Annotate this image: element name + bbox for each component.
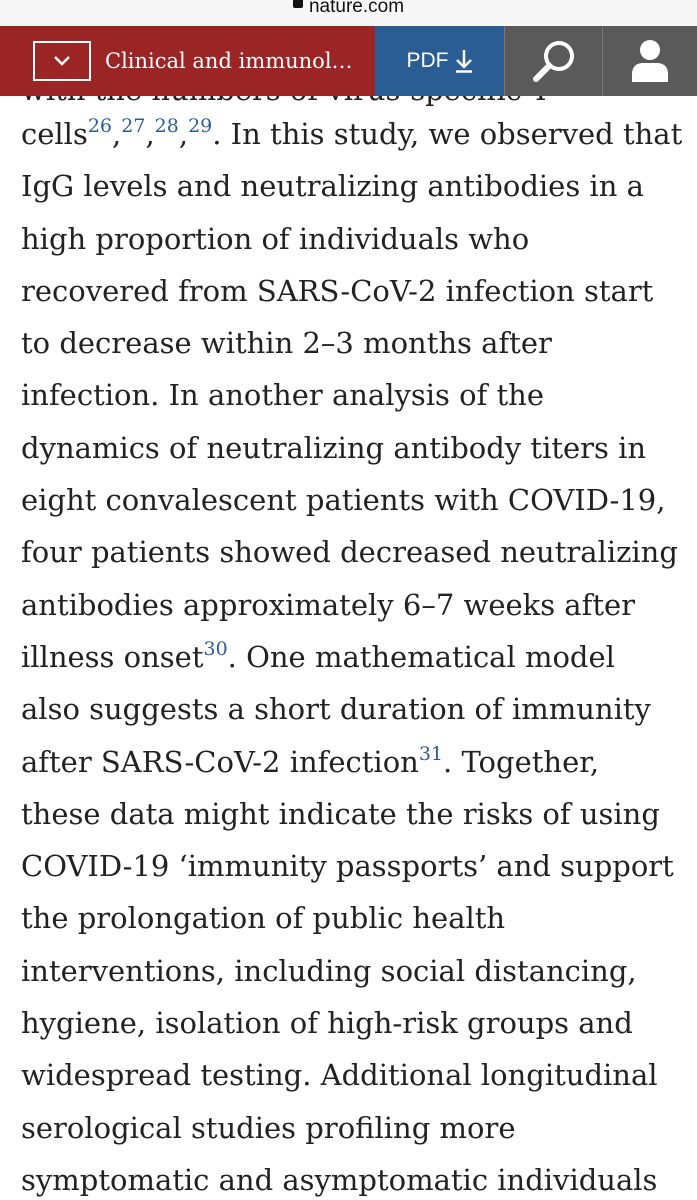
article-line <box>21 788 681 840</box>
pdf-label: PDF <box>406 49 449 72</box>
article-title[interactable]: Clinical and immunol… <box>105 49 353 73</box>
article-text: IgG levels and neutralizing antibodies in a <box>21 169 644 204</box>
article-text: interventions, including social distancing, <box>21 953 637 988</box>
article-text: infection. In another analysis of the <box>21 378 545 413</box>
article-text: . Together, <box>443 744 600 779</box>
article-line <box>21 422 681 474</box>
user-account-button[interactable] <box>602 26 697 96</box>
article-line <box>21 1154 681 1200</box>
article-line <box>21 945 681 997</box>
article-text: illness onset <box>21 639 204 674</box>
download-arrow-icon <box>455 49 473 73</box>
article-text: high proportion of individuals who <box>21 221 530 256</box>
browser-status-bar <box>0 0 697 26</box>
article-text: COVID-19 ‘immunity passports’ and support <box>21 849 674 884</box>
article-line <box>21 108 681 160</box>
article-text: to decrease within 2–3 months after <box>21 326 552 361</box>
article-text: hygiene, isolation of high-risk groups and <box>21 1006 633 1041</box>
reference-link-31[interactable]: 31 <box>418 742 444 765</box>
article-line <box>21 526 681 578</box>
article-text: antibodies approximately 6–7 weeks after <box>21 587 636 622</box>
article-line <box>21 474 681 526</box>
article-line <box>21 892 681 944</box>
lock-icon <box>293 0 303 8</box>
article-text: , <box>145 117 155 151</box>
article-title-bar <box>0 26 375 96</box>
article-text: . One mathematical model <box>227 639 615 674</box>
article-line <box>21 840 681 892</box>
domain-label: nature.com <box>308 0 405 17</box>
article-line <box>21 317 681 369</box>
article-text: these data might indicate the risks of using <box>21 796 660 831</box>
reference-link-27[interactable]: 27 <box>121 115 146 137</box>
article-text: cells <box>21 117 88 151</box>
article-line <box>21 631 681 683</box>
search-button[interactable] <box>504 26 602 96</box>
article-line <box>21 1102 681 1154</box>
article-text: recovered from SARS-CoV-2 infection start <box>21 273 654 308</box>
article-line <box>21 1049 681 1101</box>
reference-link-26[interactable]: 26 <box>87 115 113 137</box>
article-line <box>21 997 681 1049</box>
article-text: also suggests a short duration of immunity <box>21 692 651 727</box>
article-text: eight convalescent patients with COVID-19, <box>21 483 666 518</box>
article-text: four patients showed decreased neutralizing <box>21 535 678 570</box>
article-text: after SARS-CoV-2 infection <box>21 744 419 779</box>
article-line <box>21 213 681 265</box>
reference-link-29[interactable]: 29 <box>188 115 213 137</box>
article-text: , <box>112 117 122 151</box>
article-line <box>21 265 681 317</box>
article-line <box>21 369 681 421</box>
reference-link-30[interactable]: 30 <box>203 637 228 660</box>
search-icon <box>531 38 577 84</box>
article-line <box>21 579 681 631</box>
chevron-down-icon <box>53 55 71 67</box>
article-text: symptomatic and asymptomatic individuals <box>21 1162 658 1197</box>
article-navbar <box>0 26 697 96</box>
article-body <box>21 108 681 1200</box>
article-text: . In this study, we observed that <box>212 117 683 151</box>
user-icon <box>630 38 670 84</box>
article-text: widespread testing. Additional longitudinal <box>21 1058 658 1093</box>
article-text: dynamics of neutralizing antibody titers in <box>21 430 647 465</box>
article-text: the prolongation of public health <box>21 901 506 936</box>
article-line <box>21 160 681 212</box>
pdf-download-button[interactable] <box>375 26 504 96</box>
article-text: , <box>178 117 189 151</box>
article-text: serological studies profiling more <box>21 1110 516 1145</box>
reference-link-28[interactable]: 28 <box>154 115 179 137</box>
sections-dropdown-button[interactable] <box>33 41 91 81</box>
article-line <box>21 683 681 735</box>
article-line <box>21 736 681 788</box>
